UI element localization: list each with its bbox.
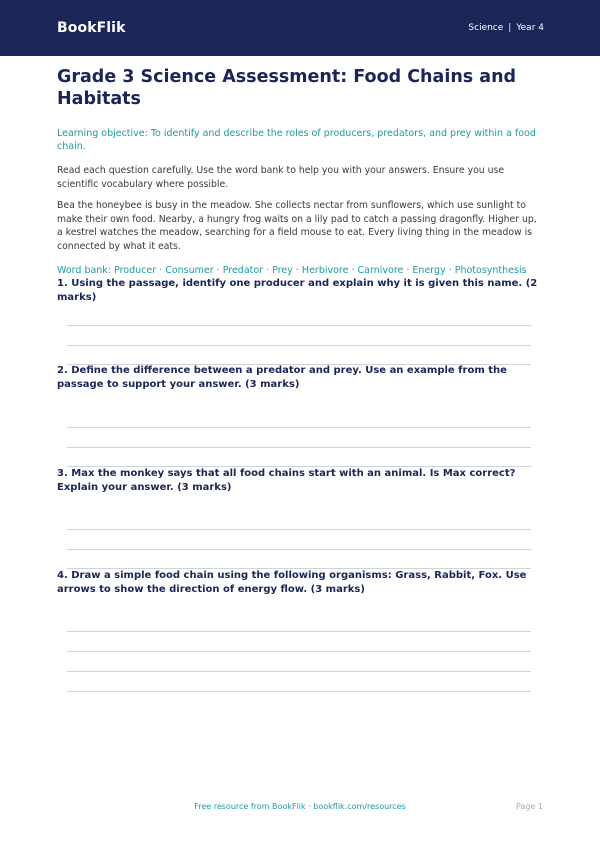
worksheet-body [57,66,543,277]
answer-line[interactable] [67,671,531,672]
word-bank: Word bank: Producer · Consumer · Predator · Prey · Herbivore · Carnivore · Energy · Photosynthesis [57,264,527,276]
meta-separator: | [508,23,512,33]
question-2-text: 2. Define the difference between a predator and prey. Use an example from the passage to support your answer. (3 marks) [57,365,507,390]
year-label: Year 4 [516,23,544,33]
page-footer [0,802,600,816]
reading-passage: Bea the honeybee is busy in the meadow. She collects nectar from sunflowers, which use sunlight to make their own food. Nearby, a hungry frog waits on a lily pad to catch a passing dragonfly. Higher up, a kestrel watches the meadow, searching for a field mouse to eat. Every living thing in the meadow is connected by what it eats. [57,200,537,252]
answer-line[interactable] [67,447,531,448]
answer-line[interactable] [67,691,531,692]
answer-line[interactable] [67,651,531,652]
answer-line[interactable] [67,345,531,346]
answer-line[interactable] [67,427,531,428]
instructions: Read each question carefully. Use the word bank to help you with your answers. Ensure you use scientific vocabulary where possible. [57,165,505,190]
header-meta [468,23,544,33]
page-header [0,0,600,56]
page-title: Grade 3 Science Assessment: Food Chains and Habitats [57,67,517,109]
question-1 [57,277,543,305]
subject-label: Science [468,23,504,33]
learning-objective: Learning objective: To identify and describe the roles of producers, predators, and prey within a food chain. [57,128,536,152]
footer-credit: Free resource from BookFlik · bookflik.com/resources [194,802,406,811]
question-1-text: 1. Using the passage, identify one producer and explain why it is given this name. (2 marks) [57,278,538,303]
answer-line[interactable] [67,325,531,326]
question-2 [57,364,543,392]
answer-line[interactable] [67,549,531,550]
answer-line[interactable] [67,631,531,632]
brand-logo: BookFlik [57,20,126,36]
answer-line[interactable] [67,529,531,530]
question-3-text: 3. Max the monkey says that all food chains start with an animal. Is Max correct? Explain your answer. (3 marks) [57,468,516,493]
question-4-text: 4. Draw a simple food chain using the following organisms: Grass, Rabbit, Fox. Use arrows to show the direction of energy flow. (3 marks) [57,570,527,595]
question-3 [57,467,543,495]
question-4 [57,569,543,597]
page-number: Page 1 [516,802,543,811]
